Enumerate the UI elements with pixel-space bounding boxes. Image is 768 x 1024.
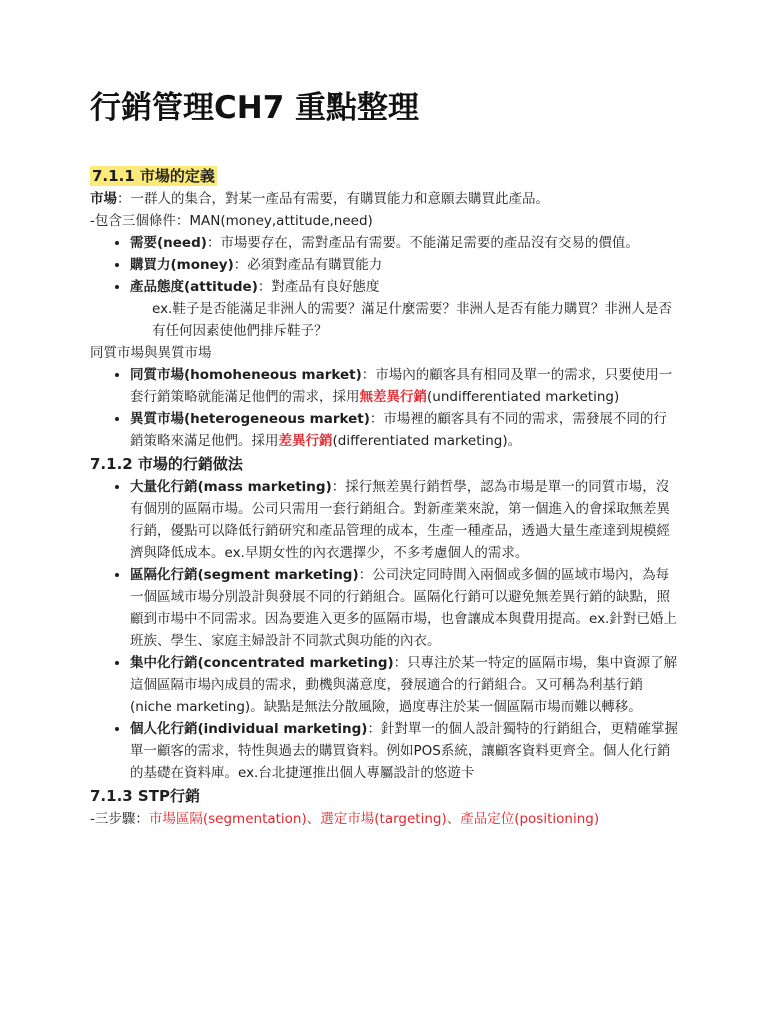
market-definition-text: ：一群人的集合，對某一產品有需要，有購買能力和意願去購買此產品。 [117,191,549,207]
item-term: 個人化行銷(individual marketing) [130,721,368,737]
item-term: 大量化行銷(mass marketing) [130,479,332,495]
list-item [130,254,678,276]
item-term: 同質市場(homoheneous market) [130,367,362,383]
item-term: 購買力(money) [130,257,234,273]
section-heading-7-1-2: 7.1.2 市場的行銷做法 [90,455,243,473]
item-text: ：採行無差異行銷哲學，認為市場是單一的同質市場，沒有個別的區隔市場。公司只需用一套行銷組合。對新產業來說，第一個進入的會採取無差異行銷，優點可以降低行銷研究和產品管理的成本，生產一種產品，透過大量生產達到規模經濟與降低成本。ex.早期女性的內衣選擇少，不多考慮個人的需求。 [130,479,670,561]
item-text: ：只專注於某一特定的區隔市場，集中資源了解這個區隔市場內成員的需求，動機與滿意度，發展適合的行銷組合。又可稱為利基行銷(niche marketing)。缺點是無法分散風險，過度專注於某一個區隔市場而難以轉移。 [130,655,678,715]
list-item [130,232,678,254]
man-list [90,232,678,298]
red-highlight: 無差異行銷 [359,389,427,405]
item-text: ：針對單一的個人設計獨特的行銷組合，更精確掌握單一顧客的需求，特性與過去的購買資料。例如POS系統，讓顧客資料更齊全。個人化行銷的基礎在資料庫。ex.台北捷運推出個人專屬設計的悠遊卡 [130,721,678,781]
item-text: ：對產品有良好態度 [257,279,380,295]
section-heading-7-1-3: 7.1.3 STP行銷 [90,787,200,805]
item-text: ：市場內的顧客具有相同及單一的需求，只要使用一套行銷策略就能滿足他們的需求，採用 [130,367,673,405]
market-term: 市場 [90,191,117,207]
item-term: 集中化行銷(concentrated marketing) [130,655,394,671]
stp-prefix: -三步驟： [90,811,149,827]
marketing-approach-list [90,476,678,784]
item-term: 需要(need) [130,235,207,251]
homo-hetero-title: 同質市場與異質市場 [90,345,212,361]
shoe-example: ex.鞋子是否能滿足非洲人的需要？滿足什麼需要？非洲人是否有能力購買？非洲人是否有任何因素使他們排斥鞋子？ [152,301,672,339]
red-highlight: 差異行銷 [278,433,333,449]
section-heading-7-1-1 [90,164,678,188]
highlighted-heading-text: 7.1.1 市場的定義 [92,167,215,185]
market-definition [90,188,678,210]
list-item [130,476,678,564]
list-item [130,276,678,298]
stp-steps [90,808,678,830]
item-text: ：公司決定同時間入兩個或多個的區域市場內，為每一個區域市場分別設計與發展不同的行銷組合。區隔化行銷可以避免無差異行銷的缺點，照顧到市場中不同需求。因為要進入更多的區隔市場，也會讓成本與費用提高。ex.針對已婚上班族、學生、家庭主婦設計不同款式與功能的內衣。 [130,567,677,649]
item-term: 異質市場(heterogeneous market) [130,411,370,427]
item-text: ：市場要存在，需對產品有需要。不能滿足需要的產品沒有交易的價值。 [206,235,639,251]
item-tail: (differentiated marketing)。 [332,433,522,449]
list-item [130,564,678,652]
list-item [130,364,678,408]
list-item [130,652,678,718]
stp-steps-text: 市場區隔(segmentation)、選定市場(targeting)、產品定位(positioning) [148,811,600,827]
list-item [130,408,678,452]
item-term: 區隔化行銷(segment marketing) [130,567,359,583]
item-term: 產品態度(attitude) [130,279,258,295]
item-text: ：市場裡的顧客具有不同的需求，需發展不同的行銷策略來滿足他們。採用 [130,411,667,449]
page-title: 行銷管理CH7 重點整理 [90,90,420,126]
item-text: ：必須對產品有購買能力 [233,257,383,273]
item-tail: (undifferentiated marketing) [427,389,620,405]
market-type-list [90,364,678,452]
list-item [130,718,678,784]
man-conditions: -包含三個條件：MAN(money,attitude,need) [90,213,373,229]
